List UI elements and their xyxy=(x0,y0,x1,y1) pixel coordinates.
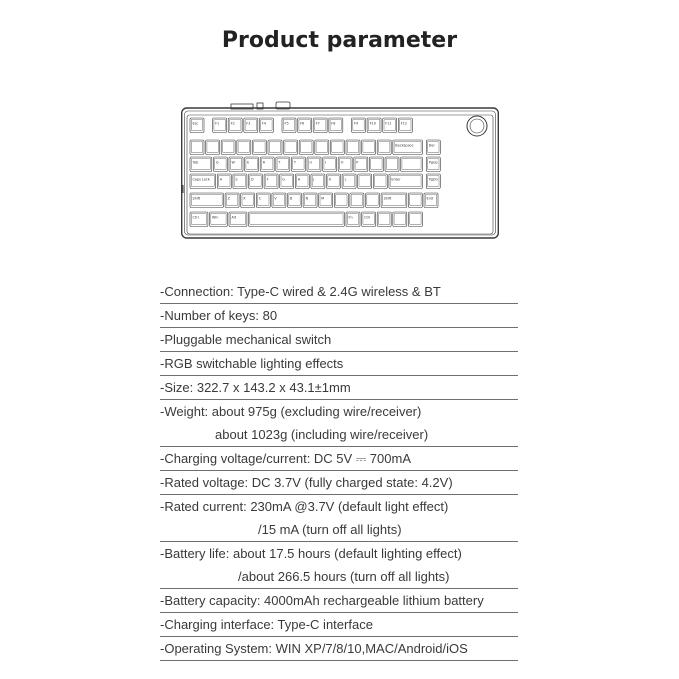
key-label: E xyxy=(247,160,250,165)
key-label: I xyxy=(325,160,327,165)
spec-keys xyxy=(160,304,518,328)
key-label: Fn xyxy=(348,215,353,220)
key-label: F xyxy=(266,177,269,182)
keycap-top xyxy=(254,141,265,153)
key-label: PgUp xyxy=(428,160,438,165)
keycap-top xyxy=(223,141,234,153)
key-label: Enter xyxy=(391,177,401,182)
key-label: Caps Lock xyxy=(192,177,210,182)
key-label: J xyxy=(313,177,315,182)
keycap-top xyxy=(410,213,421,225)
keycap-top xyxy=(269,141,280,153)
key-label: PgDn xyxy=(428,177,438,182)
key-label: Y xyxy=(293,160,296,165)
keycap-top xyxy=(207,141,218,153)
keycap-top xyxy=(379,141,390,153)
key-label: H xyxy=(297,177,301,182)
keycap-top xyxy=(375,175,386,187)
page-title: Product parameter xyxy=(221,28,458,53)
key-label: Alt xyxy=(231,215,237,220)
key-label: F11 xyxy=(385,121,392,126)
keycap-top xyxy=(402,158,421,170)
key-label: F1 xyxy=(215,121,220,126)
key-label: Win xyxy=(212,215,219,220)
key-label: M xyxy=(321,196,325,201)
spec-rated-current xyxy=(160,495,518,542)
spec-lighting xyxy=(160,352,518,376)
spec-os-text: -Operating System: WIN XP/7/8/10,MAC/Android/iOS xyxy=(160,641,468,656)
key-label: F3 xyxy=(246,121,251,126)
spec-charging xyxy=(160,447,518,471)
keycap-top xyxy=(316,141,327,153)
spec-connection-text: -Connection: Type-C wired & 2.4G wireless & BT xyxy=(160,284,441,299)
keycap-top xyxy=(301,141,312,153)
key-label: Q xyxy=(215,160,219,165)
keycap-top xyxy=(285,141,296,153)
keycap-top xyxy=(359,175,370,187)
spec-interface xyxy=(160,613,518,637)
spec-weight-line-2: about 1023g (including wire/receiver) xyxy=(215,427,429,442)
key-label: F7 xyxy=(315,121,320,126)
key-label: Del xyxy=(428,143,435,148)
spec-weight-line-1: -Weight: about 975g (excluding wire/receiver) xyxy=(160,404,422,419)
keycap-top xyxy=(238,141,249,153)
keycap-top xyxy=(332,141,343,153)
spec-battery-capacity-text: -Battery capacity: 4000mAh rechargeable lithium battery xyxy=(160,593,484,608)
keycap-top xyxy=(363,141,374,153)
key-label: K xyxy=(329,177,332,182)
spec-rated-current-line-2: /15 mA (turn off all lights) xyxy=(258,522,402,537)
key-label: U xyxy=(309,160,312,165)
spec-battery-capacity xyxy=(160,589,518,613)
key-label: X xyxy=(243,196,246,201)
key-label: B xyxy=(290,196,293,201)
key-label: R xyxy=(262,160,266,165)
keycap-top xyxy=(191,141,202,153)
key-label: L xyxy=(344,177,347,182)
keycap-top xyxy=(351,194,362,206)
key-label: F8 xyxy=(331,121,336,126)
keycap-top xyxy=(336,194,347,206)
spec-battery-life xyxy=(160,542,518,589)
key-label: N xyxy=(305,196,309,201)
key-label: D xyxy=(251,177,254,182)
key-label: F12 xyxy=(400,121,408,126)
key-label: F5 xyxy=(284,121,289,126)
key-label: F4 xyxy=(261,121,267,126)
key-label: Ctrl xyxy=(364,215,371,220)
key-label: F6 xyxy=(300,121,305,126)
spec-battery-life-line-1: -Battery life: about 17.5 hours (default lighting effect) xyxy=(160,546,462,561)
key-label: Shift xyxy=(192,196,201,201)
spec-battery-life-line-2: /about 266.5 hours (turn off all lights) xyxy=(238,569,450,584)
keycap-top xyxy=(379,213,390,225)
key-label: P xyxy=(356,160,359,165)
spec-switch-text: -Pluggable mechanical switch xyxy=(160,332,332,347)
spec-lighting-text: -RGB switchable lighting effects xyxy=(160,356,344,371)
spec-size xyxy=(160,376,518,400)
keycap-top xyxy=(386,158,397,170)
spec-os xyxy=(160,637,518,661)
keycap-top xyxy=(371,158,382,170)
key-label: F10 xyxy=(369,121,376,126)
spec-size-text: -Size: 322.7 x 143.2 x 43.1±1mm xyxy=(160,380,351,395)
keycap-top xyxy=(394,213,405,225)
key-label: F9 xyxy=(354,121,359,126)
key-label: W xyxy=(231,160,235,165)
spec-switch xyxy=(160,328,518,352)
keycap-top xyxy=(367,194,378,206)
key-label: Tab xyxy=(192,160,199,165)
keyboard-line-drawing xyxy=(181,101,499,241)
key-label: Ctrl xyxy=(192,215,199,220)
key-label: G xyxy=(282,177,285,182)
key-label: O xyxy=(340,160,344,165)
key-label: V xyxy=(274,196,277,201)
spec-weight xyxy=(160,400,518,447)
key-label: Z xyxy=(227,196,230,201)
spec-list xyxy=(160,280,518,661)
key-label: T xyxy=(278,160,281,165)
key-label: C xyxy=(258,196,262,201)
spec-keys-text: -Number of keys: 80 xyxy=(160,308,278,323)
key-label: A xyxy=(219,177,223,182)
spec-connection xyxy=(160,280,518,304)
keycap-top xyxy=(250,213,343,225)
key-label: End xyxy=(426,196,433,201)
spec-interface-text: -Charging interface: Type-C interface xyxy=(160,617,373,632)
key-label: Shift xyxy=(383,196,392,201)
key-label: Esc xyxy=(192,121,199,126)
spec-charging-text: -Charging voltage/current: DC 5V ⎓ 700mA xyxy=(160,451,411,466)
key-label: S xyxy=(235,177,238,182)
keycap-top xyxy=(347,141,358,153)
key-label: F2 xyxy=(230,121,235,126)
spec-rated-current-line-1: -Rated current: 230mA @3.7V (default light effect) xyxy=(160,499,449,514)
spec-rated-voltage-text: -Rated voltage: DC 3.7V (fully charged state: 4.2V) xyxy=(160,475,453,490)
keycap-top xyxy=(410,194,421,206)
key-label: Backspace xyxy=(395,143,414,148)
spec-rated-voltage xyxy=(160,471,518,495)
